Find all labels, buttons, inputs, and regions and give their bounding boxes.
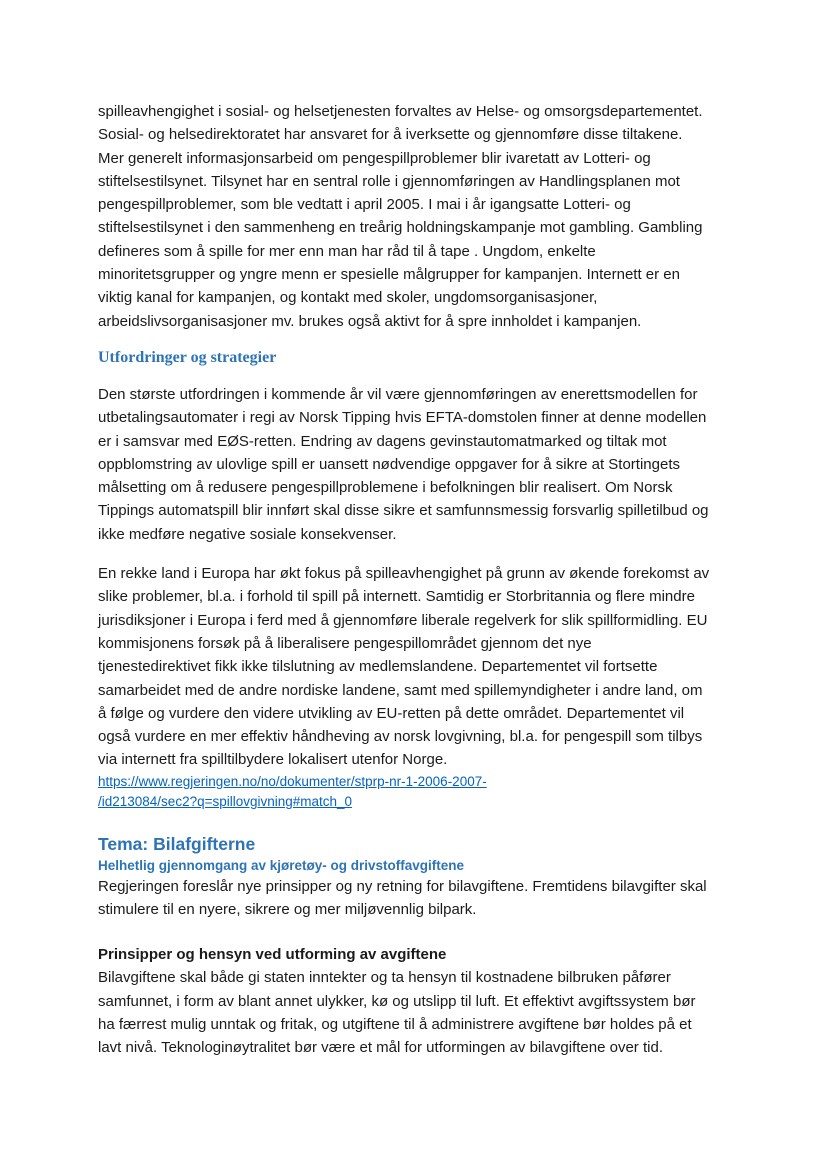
heading-theme-car-taxes: Tema: Bilafgifterne	[98, 833, 256, 854]
paragraph-exclusive-rights-model: Den største utfordringen i kommende år vil være gjennomføringen av enerettsmodellen for utbetalingsautomater i regi av Norsk Tipping hvis EFTA-domstolen finner at denne modellen er i samsvar med EØS-retten. Endring av dagens gevinstautomatmarked og tiltak mot oppblomstring av ulovlige spill er uansett nødvendige oppgaver for å sikre at Stortingets målsetting om å redusere pengespillproblemene i befolkningen blir realisert. Om Norsk Tippings automatspill blir innført skal disse sikre et samfunnsmessig forsvarlig spilletilbud og ikke medføre negative sosiale konsekvenser.	[98, 385, 709, 543]
subheading-vehicle-fuel-review: Helhetlig gjennomgang av kjøretøy- og drivstoffavgiftene	[98, 857, 465, 873]
paragraph-new-principles: Regjeringen foreslår nye prinsipper og ny retning for bilavgiftene. Fremtidens bilavgifter skal stimulere til en nyere, sikrere og mer miljøvennlig bilpark.	[98, 877, 707, 919]
paragraph-car-taxes-purpose: Bilavgiftene skal både gi staten inntekter og ta hensyn til kostnadene bilbruken påfører samfunnet, i form av blant annet ulykker, kø og utslipp til luft. Et effektivt avgiftssystem bør ha færrest mulig unntak og fritak, og utgiftene til å administrere avgiftene bør holdes på et lavt nivå. Teknologinøytralitet bør være et mål for utformingen av bilavgiftene over tid.	[98, 969, 696, 1057]
heading-challenges-strategies: Utfordringer og strategier	[98, 348, 277, 366]
document-page	[98, 100, 730, 1060]
heading-principles-considerations: Prinsipper og hensyn ved utforming av avgiftene	[98, 946, 447, 964]
source-link[interactable]: https://www.regjeringen.no/no/dokumenter/stprp-nr-1-2006-2007- /id213084/sec2?q=spillovgivning#match_0	[98, 773, 487, 809]
paragraph-europe-focus: En rekke land i Europa har økt fokus på spilleavhengighet på grunn av økende forekomst av slike problemer, bl.a. i forhold til spill på internett. Samtidig er Storbritannia og flere mindre jurisdiksjoner i Europa i ferd med å gjennomføre liberale regelverk for slik spillformidling. EU kommisjonens forsøk på å liberalisere pengespillområdet gjennom det nye tjenestedirektivet fikk ikke tilslutning av medlemslandene. Departementet vil fortsette samarbeidet med de andre nordiske landene, samt med spillemyndigheter i andre land, om å følge og vurdere den videre utvikling av EU-retten på dette området. Departementet vil også vurdere en mer effektiv håndheving av norsk lovgivning, bl.a. for pengespill som tilbys via internett fra spilltilbydere lokalisert utenfor Norge.	[98, 565, 710, 769]
paragraph-gambling-addiction: spilleavhengighet i sosial- og helsetjenesten forvaltes av Helse- og omsorgsdepartementet. Sosial- og helsedirektoratet har ansvaret for å iverksette og gjennomføre disse tiltakene. Mer generelt informasjonsarbeid om pengespillproblemer blir ivaretatt av Lotteri- og stiftelsestilsynet. Tilsynet har en sentral rolle i gjennomføringen av Handlingsplanen mot pengespillproblemer, som ble vedtatt i april 2005. I mai i år igangsatte Lotteri- og stiftelsestilsynet i den sammenheng en treårig holdningskampanje mot gambling. Gambling defineres som å spille for mer enn man har råd til å tape . Ungdom, enkelte minoritetsgrupper og yngre menn er spesielle målgrupper for kampanjen. Internett er en viktig kanal for kampanjen, og kontakt med skoler, ungdomsorganisasjoner, arbeidslivsorganisasjoner mv. brukes også aktivt for å spre innholdet i kampanjen.	[98, 103, 703, 330]
